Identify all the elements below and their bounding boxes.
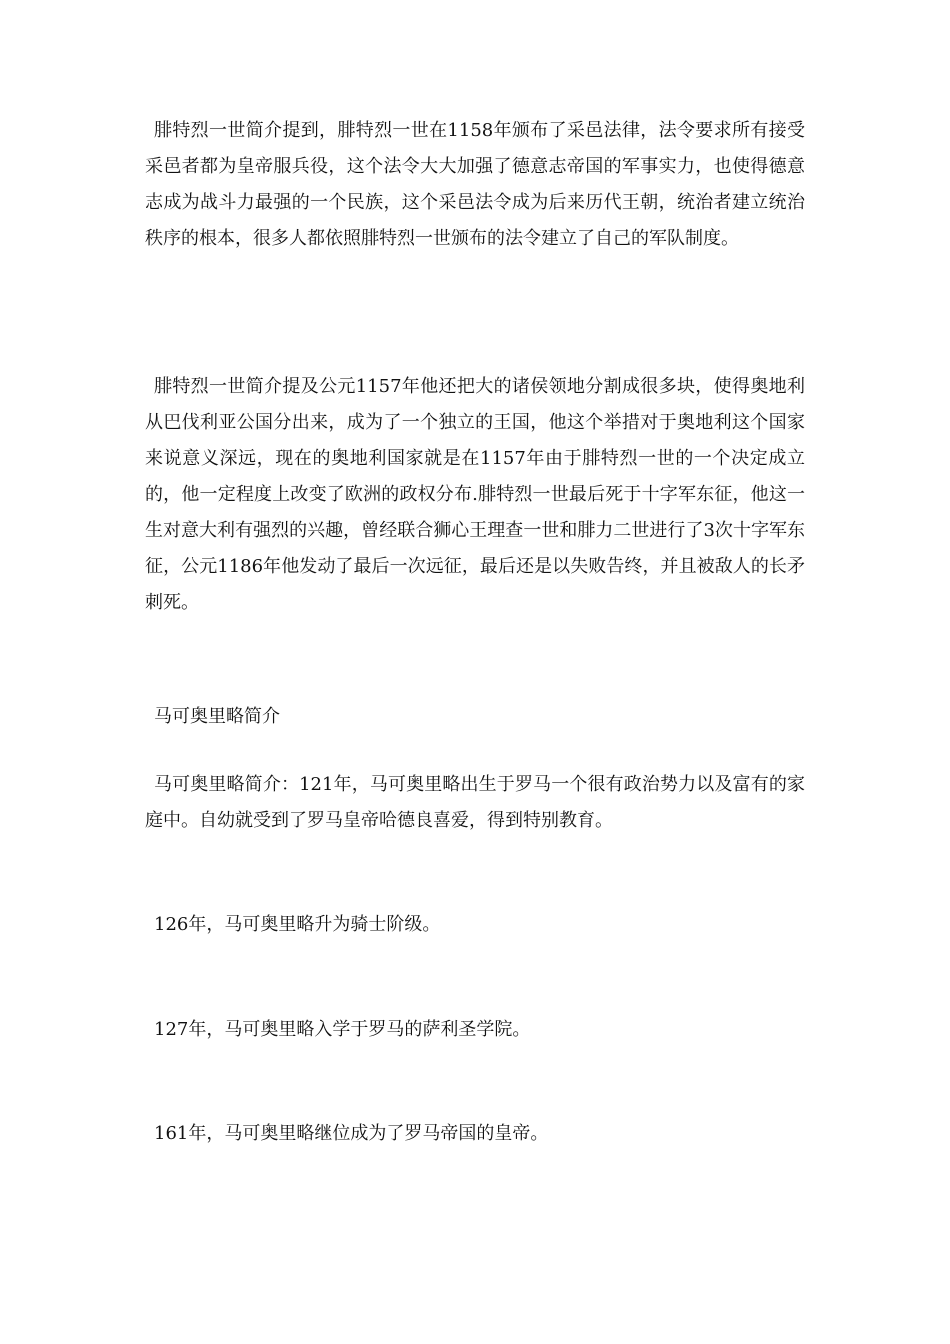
section-heading-marcus-aurelius: 马可奥里略简介 xyxy=(154,706,280,727)
paragraph-frederick-austria: 腓特烈一世简介提及公元1157年他还把大的诸侯领地分割成很多块，使得奥地利从巴伐利亚公国分出来，成为了一个独立的王国，他这个举措对于奥地利这个国家来说意义深远，现在的奥地利国家就是在1157年由于腓特烈一世的一个决定成立的，他一定程度上改变了欧洲的政权分布.腓特烈一世最后死于十字军东征，他这一生对意大利有强烈的兴趣，曾经联合狮心王理查一世和腓力二世进行了3次十字军东征，公元1186年他发动了最后一次远征，最后还是以失败告终，并且被敌人的长矛刺死。 xyxy=(145,376,805,613)
paragraph-marcus-birth: 马可奥里略简介：121年，马可奥里略出生于罗马一个很有政治势力以及富有的家庭中。自幼就受到了罗马皇帝哈德良喜爱，得到特别教育。 xyxy=(145,774,805,831)
paragraph-year-126: 126年，马可奥里略升为骑士阶级。 xyxy=(154,914,441,935)
paragraph-year-161: 161年，马可奥里略继位成为了罗马帝国的皇帝。 xyxy=(154,1123,549,1144)
paragraph-frederick-feudal-law: 腓特烈一世简介提到，腓特烈一世在1158年颁布了采邑法律，法令要求所有接受采邑者都为皇帝服兵役，这个法令大大加强了德意志帝国的军事实力，也使得德意志成为战斗力最强的一个民族，这个采邑法令成为后来历代王朝，统治者建立统治秩序的根本，很多人都依照腓特烈一世颁布的法令建立了自己的军队制度。 xyxy=(145,120,805,249)
paragraph-year-127: 127年，马可奥里略入学于罗马的萨利圣学院。 xyxy=(154,1019,531,1040)
